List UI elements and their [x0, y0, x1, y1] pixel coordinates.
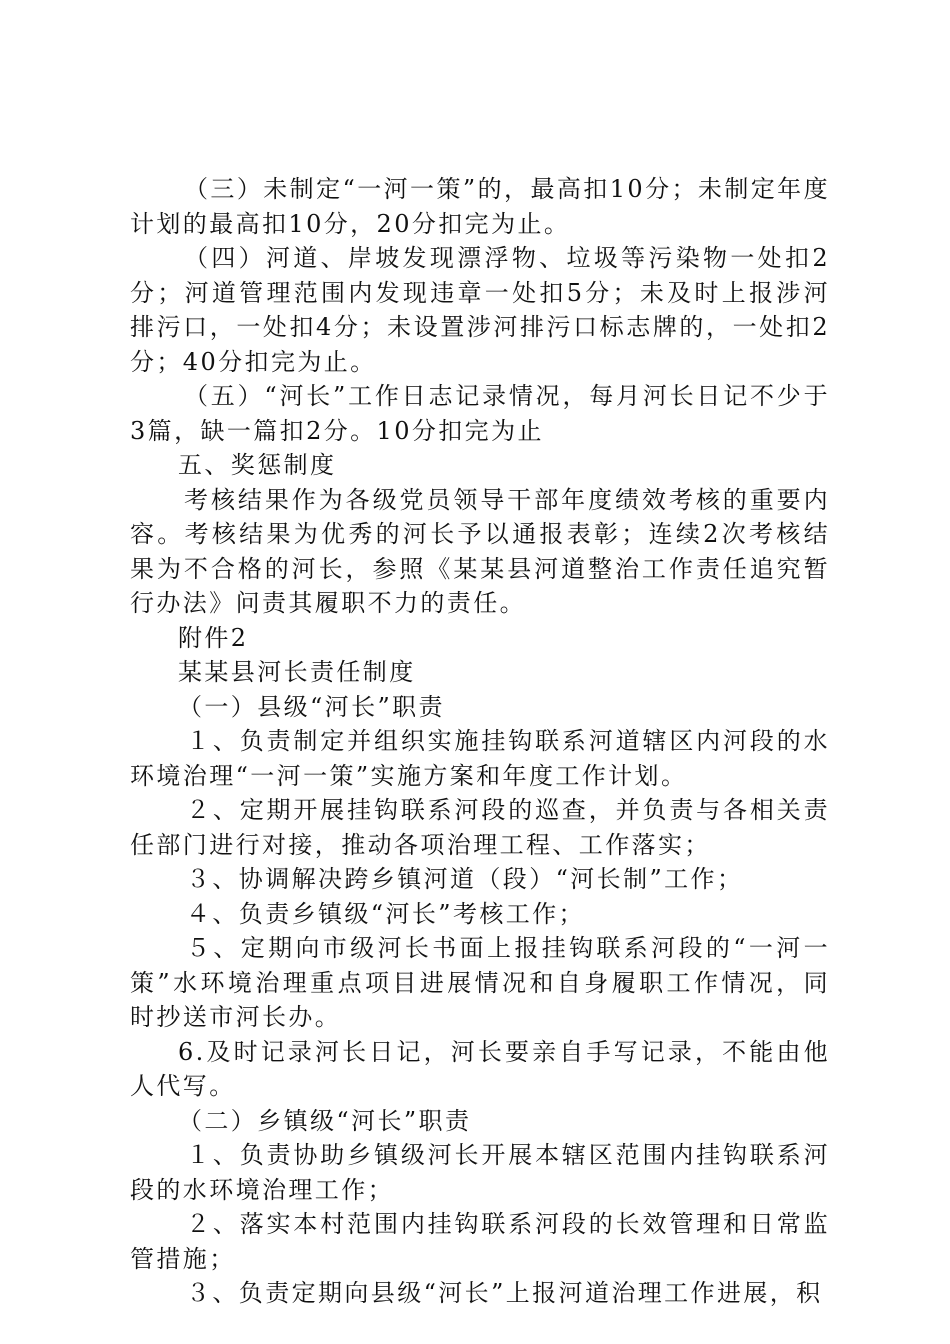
- paragraph-assessment-results: 考核结果作为各级党员领导干部年度绩效考核的重要内容。考核结果为优秀的河长予以通报表彰；连续2次考核结果为不合格的河长，参照《某某县河道整治工作责任追究暂行办法》问责其履职不力的责任。: [130, 485, 830, 617]
- township-duty-1: １、负责协助乡镇级河长开展本辖区范围内挂钩联系河段的水环境治理工作；: [130, 1141, 830, 1204]
- paragraph-item-3: （三）未制定“一河一策”的，最高扣10分；未制定年度计划的最高扣10分，20分扣完为止。: [130, 175, 830, 238]
- attachment-label: 附件2: [178, 623, 249, 652]
- county-duty-1: １、负责制定并组织实施挂钩联系河道辖区内河段的水环境治理“一河一策”实施方案和年度工作计划。: [130, 727, 830, 790]
- section-heading-township-duties: （二）乡镇级“河长”职责: [178, 1106, 472, 1135]
- county-duty-4: ４、负责乡镇级“河长”考核工作；: [186, 899, 585, 928]
- township-duty-3: ３、负责定期向县级“河长”上报河道治理工作进展，积: [186, 1279, 823, 1307]
- document-body: [130, 172, 830, 1311]
- paragraph-item-5: （五）“河长”工作日志记录情况，每月河长日记不少于3篇，缺一篇扣2分。10分扣完为止: [130, 382, 830, 445]
- paragraph-item-4: （四）河道、岸坡发现漂浮物、垃圾等污染物一处扣2分；河道管理范围内发现违章一处扣5分；未及时上报涉河排污口，一处扣4分；未设置涉河排污口标志牌的，一处扣2分；40分扣完为止。: [130, 244, 830, 376]
- township-duty-2: ２、落实本村范围内挂钩联系河段的长效管理和日常监管措施；: [130, 1210, 830, 1273]
- attachment-title: 某某县河长责任制度: [178, 658, 416, 686]
- county-duty-5: ５、定期向市级河长书面上报挂钩联系河段的“一河一策”水环境治理重点项目进展情况和自身履职工作情况，同时抄送市河长办。: [130, 934, 830, 1031]
- county-duty-6: 6.及时记录河长日记，河长要亲自手写记录，不能由他人代写。: [130, 1037, 830, 1100]
- county-duty-2: ２、定期开展挂钩联系河段的巡查，并负责与各相关责任部门进行对接，推动各项治理工程、工作落实；: [130, 796, 830, 859]
- section-heading-rewards: 五、奖惩制度: [178, 451, 337, 479]
- section-heading-county-duties: （一）县级“河长”职责: [178, 692, 445, 721]
- county-duty-3: ３、协调解决跨乡镇河道（段）“河长制”工作；: [186, 865, 744, 893]
